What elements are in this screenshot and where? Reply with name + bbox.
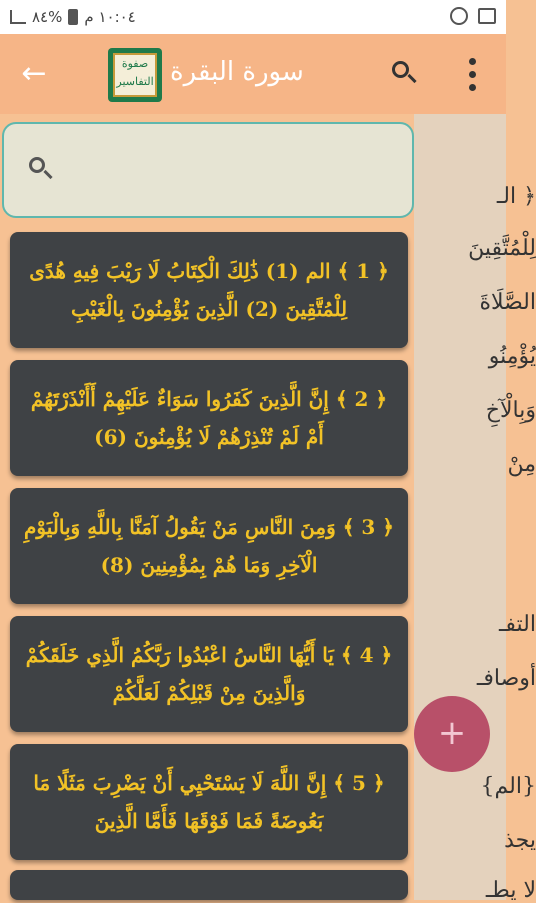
background-line: ﴿ الـ [496, 184, 536, 209]
background-line: لا يطـ [485, 878, 536, 903]
page-title: سورة البقرة [170, 57, 304, 87]
background-line: وَبِالْآخِ [485, 398, 536, 423]
logo-text: صفوة التفاسير [113, 53, 157, 97]
background-line: التفـ [498, 612, 536, 637]
background-line: مِنْ [507, 452, 536, 477]
verse-text: ﴿ 2 ﴾ إِنَّ الَّذِينَ كَفَرُوا سَوَاءٌ عَلَيْهِمْ أَأَنْذَرْتَهُمْ أَمْ لَمْ تُنْذِرْهُمْ لَا يُؤْمِنُونَ (6) [30, 387, 388, 449]
search-input[interactable] [68, 150, 398, 190]
result-card[interactable] [10, 616, 408, 732]
status-right [450, 7, 496, 25]
background-page [414, 114, 536, 903]
image-icon [478, 8, 496, 24]
result-card[interactable] [10, 870, 408, 900]
back-arrow-icon[interactable]: ← [21, 56, 47, 91]
verse-text: ﴿ 3 ﴾ وَمِنَ النَّاسِ مَنْ يَقُولُ آمَنَّا بِاللَّهِ وَبِالْيَوْمِ الْآخِرِ وَمَا هُمْ بِمُؤْمِنِينَ (8) [24, 515, 394, 577]
shield-icon [450, 7, 468, 25]
add-fab-button[interactable]: + [414, 696, 490, 772]
search-icon-handle [407, 74, 416, 83]
verse-text: ﴿ 1 ﴾ الم (1) ذَٰلِكَ الْكِتَابُ لَا رَيْبَ فِيهِ هُدًى لِلْمُتَّقِينَ (2) الَّذِينَ يُؤْمِنُونَ بِالْغَيْبِ [29, 259, 389, 321]
background-line: {الم} [480, 774, 536, 799]
result-card[interactable] [10, 360, 408, 476]
dot-icon [469, 58, 476, 65]
search-icon-handle [43, 170, 52, 179]
background-line: يجذ [504, 828, 536, 853]
result-card[interactable] [10, 488, 408, 604]
dot-icon [469, 71, 476, 78]
overflow-menu-button[interactable] [458, 56, 488, 94]
background-line: يُؤْمِنُو [488, 344, 536, 369]
battery-icon [68, 9, 78, 25]
dot-icon [469, 84, 476, 91]
result-card[interactable] [10, 744, 408, 860]
status-left [10, 8, 136, 26]
background-line: لِلْمُتَّقِينَ [468, 236, 536, 261]
search-icon [29, 157, 45, 173]
clock: ١٠:٠٤ م [84, 8, 136, 26]
search-field-icon [26, 154, 56, 184]
status-bar [0, 0, 506, 34]
app-bar [0, 34, 506, 114]
signal-icon [10, 10, 26, 24]
background-line: الصَّلَاةَ [479, 290, 536, 315]
battery-level: %٨٤ [32, 8, 63, 26]
search-button[interactable] [388, 58, 420, 90]
verse-text: ﴿ 5 ﴾ إِنَّ اللَّهَ لَا يَسْتَحْيِي أَنْ يَضْرِبَ مَثَلًا مَا بَعُوضَةً فَمَا فَوْقَهَا فَأَمَّا الَّذِينَ [33, 771, 385, 833]
result-card[interactable] [10, 232, 408, 348]
search-panel [0, 114, 414, 900]
background-line: أوصافـ [476, 666, 536, 691]
verse-text: ﴿ 4 ﴾ يَا أَيُّهَا النَّاسُ اعْبُدُوا رَبَّكُمُ الَّذِي خَلَقَكُمْ وَالَّذِينَ مِنْ قَبْلِكُمْ لَعَلَّكُمْ [25, 643, 393, 705]
search-box[interactable] [2, 122, 414, 218]
app-logo [108, 48, 162, 102]
